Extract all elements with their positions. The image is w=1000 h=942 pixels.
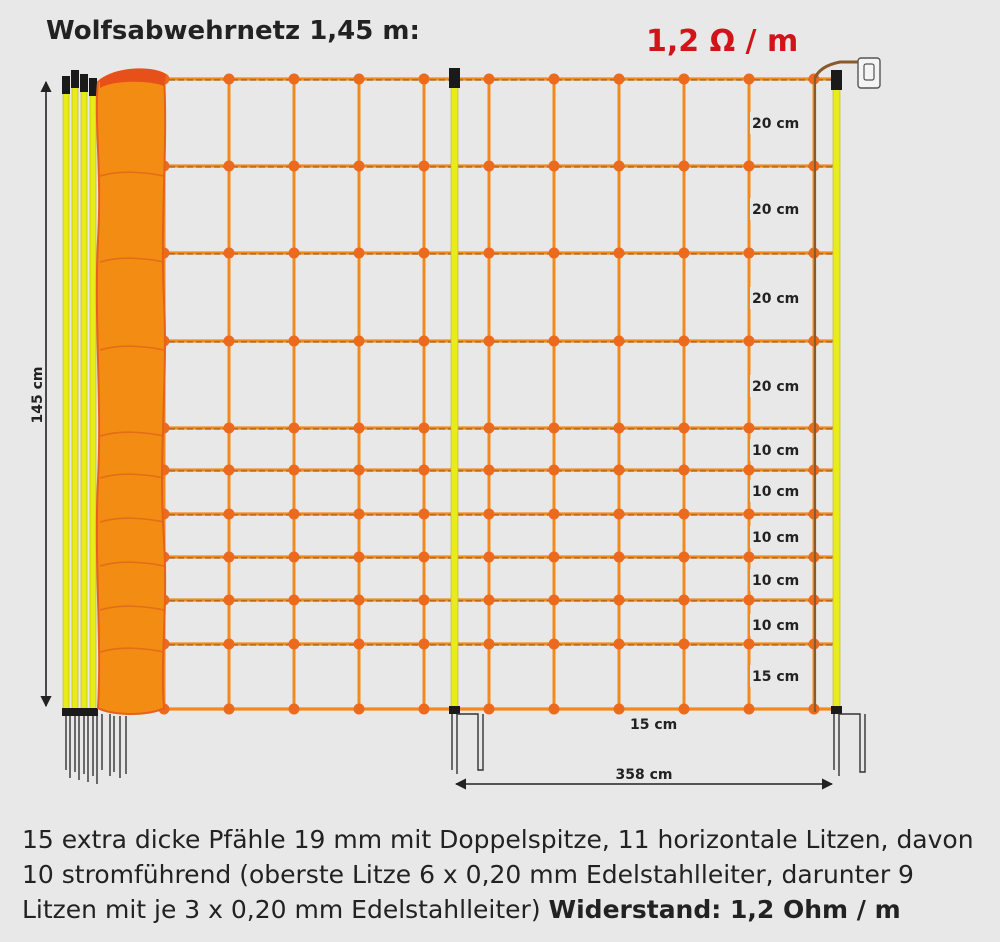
- knot: [549, 336, 560, 347]
- horizontal-wires: [160, 79, 840, 709]
- knot: [679, 336, 690, 347]
- knot: [679, 248, 690, 259]
- spacing-label: 10 cm: [752, 530, 800, 546]
- knot: [289, 465, 300, 476]
- knot: [549, 465, 560, 476]
- knot: [289, 704, 300, 715]
- knot: [289, 639, 300, 650]
- knot: [289, 423, 300, 434]
- knot: [354, 161, 365, 172]
- spacing-label: 20 cm: [752, 116, 800, 132]
- knot: [744, 423, 755, 434]
- knot: [614, 704, 625, 715]
- rolled-net: [97, 68, 166, 714]
- knot: [484, 595, 495, 606]
- middle-post: [449, 68, 483, 774]
- knot: [484, 423, 495, 434]
- knot: [289, 595, 300, 606]
- knot: [744, 552, 755, 563]
- knot: [614, 509, 625, 520]
- knot: [614, 161, 625, 172]
- knot: [419, 552, 430, 563]
- knot: [354, 465, 365, 476]
- knot: [224, 595, 235, 606]
- knot: [419, 639, 430, 650]
- vertical-wires: [164, 79, 814, 709]
- knot: [744, 465, 755, 476]
- knot: [224, 552, 235, 563]
- knot: [679, 552, 690, 563]
- knot: [419, 704, 430, 715]
- knot: [614, 639, 625, 650]
- knot: [549, 248, 560, 259]
- knot: [484, 336, 495, 347]
- knot: [744, 248, 755, 259]
- knot: [484, 465, 495, 476]
- caption: [22, 822, 982, 927]
- knot: [484, 639, 495, 650]
- spacing-label: 10 cm: [752, 618, 800, 634]
- knot: [484, 509, 495, 520]
- knot: [289, 161, 300, 172]
- knot: [744, 336, 755, 347]
- knot: [679, 74, 690, 85]
- knot: [549, 552, 560, 563]
- knot: [744, 74, 755, 85]
- knot: [614, 74, 625, 85]
- knot: [679, 595, 690, 606]
- knot: [419, 161, 430, 172]
- knot: [484, 552, 495, 563]
- spacing-label: 20 cm: [752, 379, 800, 395]
- knot: [419, 423, 430, 434]
- knot: [419, 595, 430, 606]
- spacing-label: 10 cm: [752, 484, 800, 500]
- knot: [614, 595, 625, 606]
- knot: [484, 74, 495, 85]
- spacing-label: 10 cm: [752, 573, 800, 589]
- spacing-label: 20 cm: [752, 291, 800, 307]
- knot: [289, 74, 300, 85]
- knot: [289, 336, 300, 347]
- spacing-label: 20 cm: [752, 202, 800, 218]
- knot: [679, 509, 690, 520]
- knot: [289, 509, 300, 520]
- knot: [419, 248, 430, 259]
- knot: [549, 161, 560, 172]
- knot: [549, 74, 560, 85]
- knot: [679, 423, 690, 434]
- knot: [354, 552, 365, 563]
- knot: [549, 704, 560, 715]
- knot: [419, 509, 430, 520]
- knot: [354, 423, 365, 434]
- spacing-label: 15 cm: [752, 669, 800, 685]
- knot: [289, 552, 300, 563]
- knot: [744, 161, 755, 172]
- knot: [484, 704, 495, 715]
- knot: [354, 336, 365, 347]
- knot: [354, 639, 365, 650]
- knot: [354, 704, 365, 715]
- knot: [224, 248, 235, 259]
- mesh-width-label: 15 cm: [630, 717, 678, 733]
- width-label: 358 cm: [615, 767, 673, 783]
- knot: [679, 465, 690, 476]
- spacing-label: 10 cm: [752, 443, 800, 459]
- knot: [744, 639, 755, 650]
- knot: [614, 336, 625, 347]
- knot: [354, 248, 365, 259]
- knot: [614, 552, 625, 563]
- caption-resistance: Widerstand: 1,2 Ohm / m: [548, 895, 901, 924]
- knot: [549, 639, 560, 650]
- knot: [744, 704, 755, 715]
- knot: [224, 423, 235, 434]
- knot: [224, 509, 235, 520]
- knot: [419, 465, 430, 476]
- knot: [679, 704, 690, 715]
- knot: [679, 639, 690, 650]
- caption-text: 15 extra dicke Pfähle 19 mm mit Doppelspitze, 11 horizontale Litzen, davon 10 stromführend (oberste Litze 6 x 0,20 mm Edelstahlleiter, darunter 9 Litzen mit je 3 x 0,20 mm Edelstahlleiter): [22, 825, 974, 924]
- knot: [744, 509, 755, 520]
- knot: [744, 595, 755, 606]
- knot: [224, 336, 235, 347]
- diagram-title: Wolfsabwehrnetz 1,45 m:: [46, 16, 420, 46]
- knot: [224, 74, 235, 85]
- knot: [484, 248, 495, 259]
- knot: [224, 639, 235, 650]
- knot: [614, 248, 625, 259]
- connector-clip-icon: [858, 58, 880, 88]
- knot: [614, 465, 625, 476]
- knot: [549, 423, 560, 434]
- knot: [419, 74, 430, 85]
- height-label: 145 cm: [30, 366, 46, 424]
- knot: [419, 336, 430, 347]
- knot: [224, 704, 235, 715]
- knot: [549, 509, 560, 520]
- resistance-label: 1,2 Ω / m: [646, 24, 799, 59]
- knot: [354, 74, 365, 85]
- knot: [614, 423, 625, 434]
- knot: [679, 161, 690, 172]
- knot: [224, 161, 235, 172]
- knot: [224, 465, 235, 476]
- knot: [354, 509, 365, 520]
- knot: [354, 595, 365, 606]
- knot: [484, 161, 495, 172]
- knot: [549, 595, 560, 606]
- knot: [289, 248, 300, 259]
